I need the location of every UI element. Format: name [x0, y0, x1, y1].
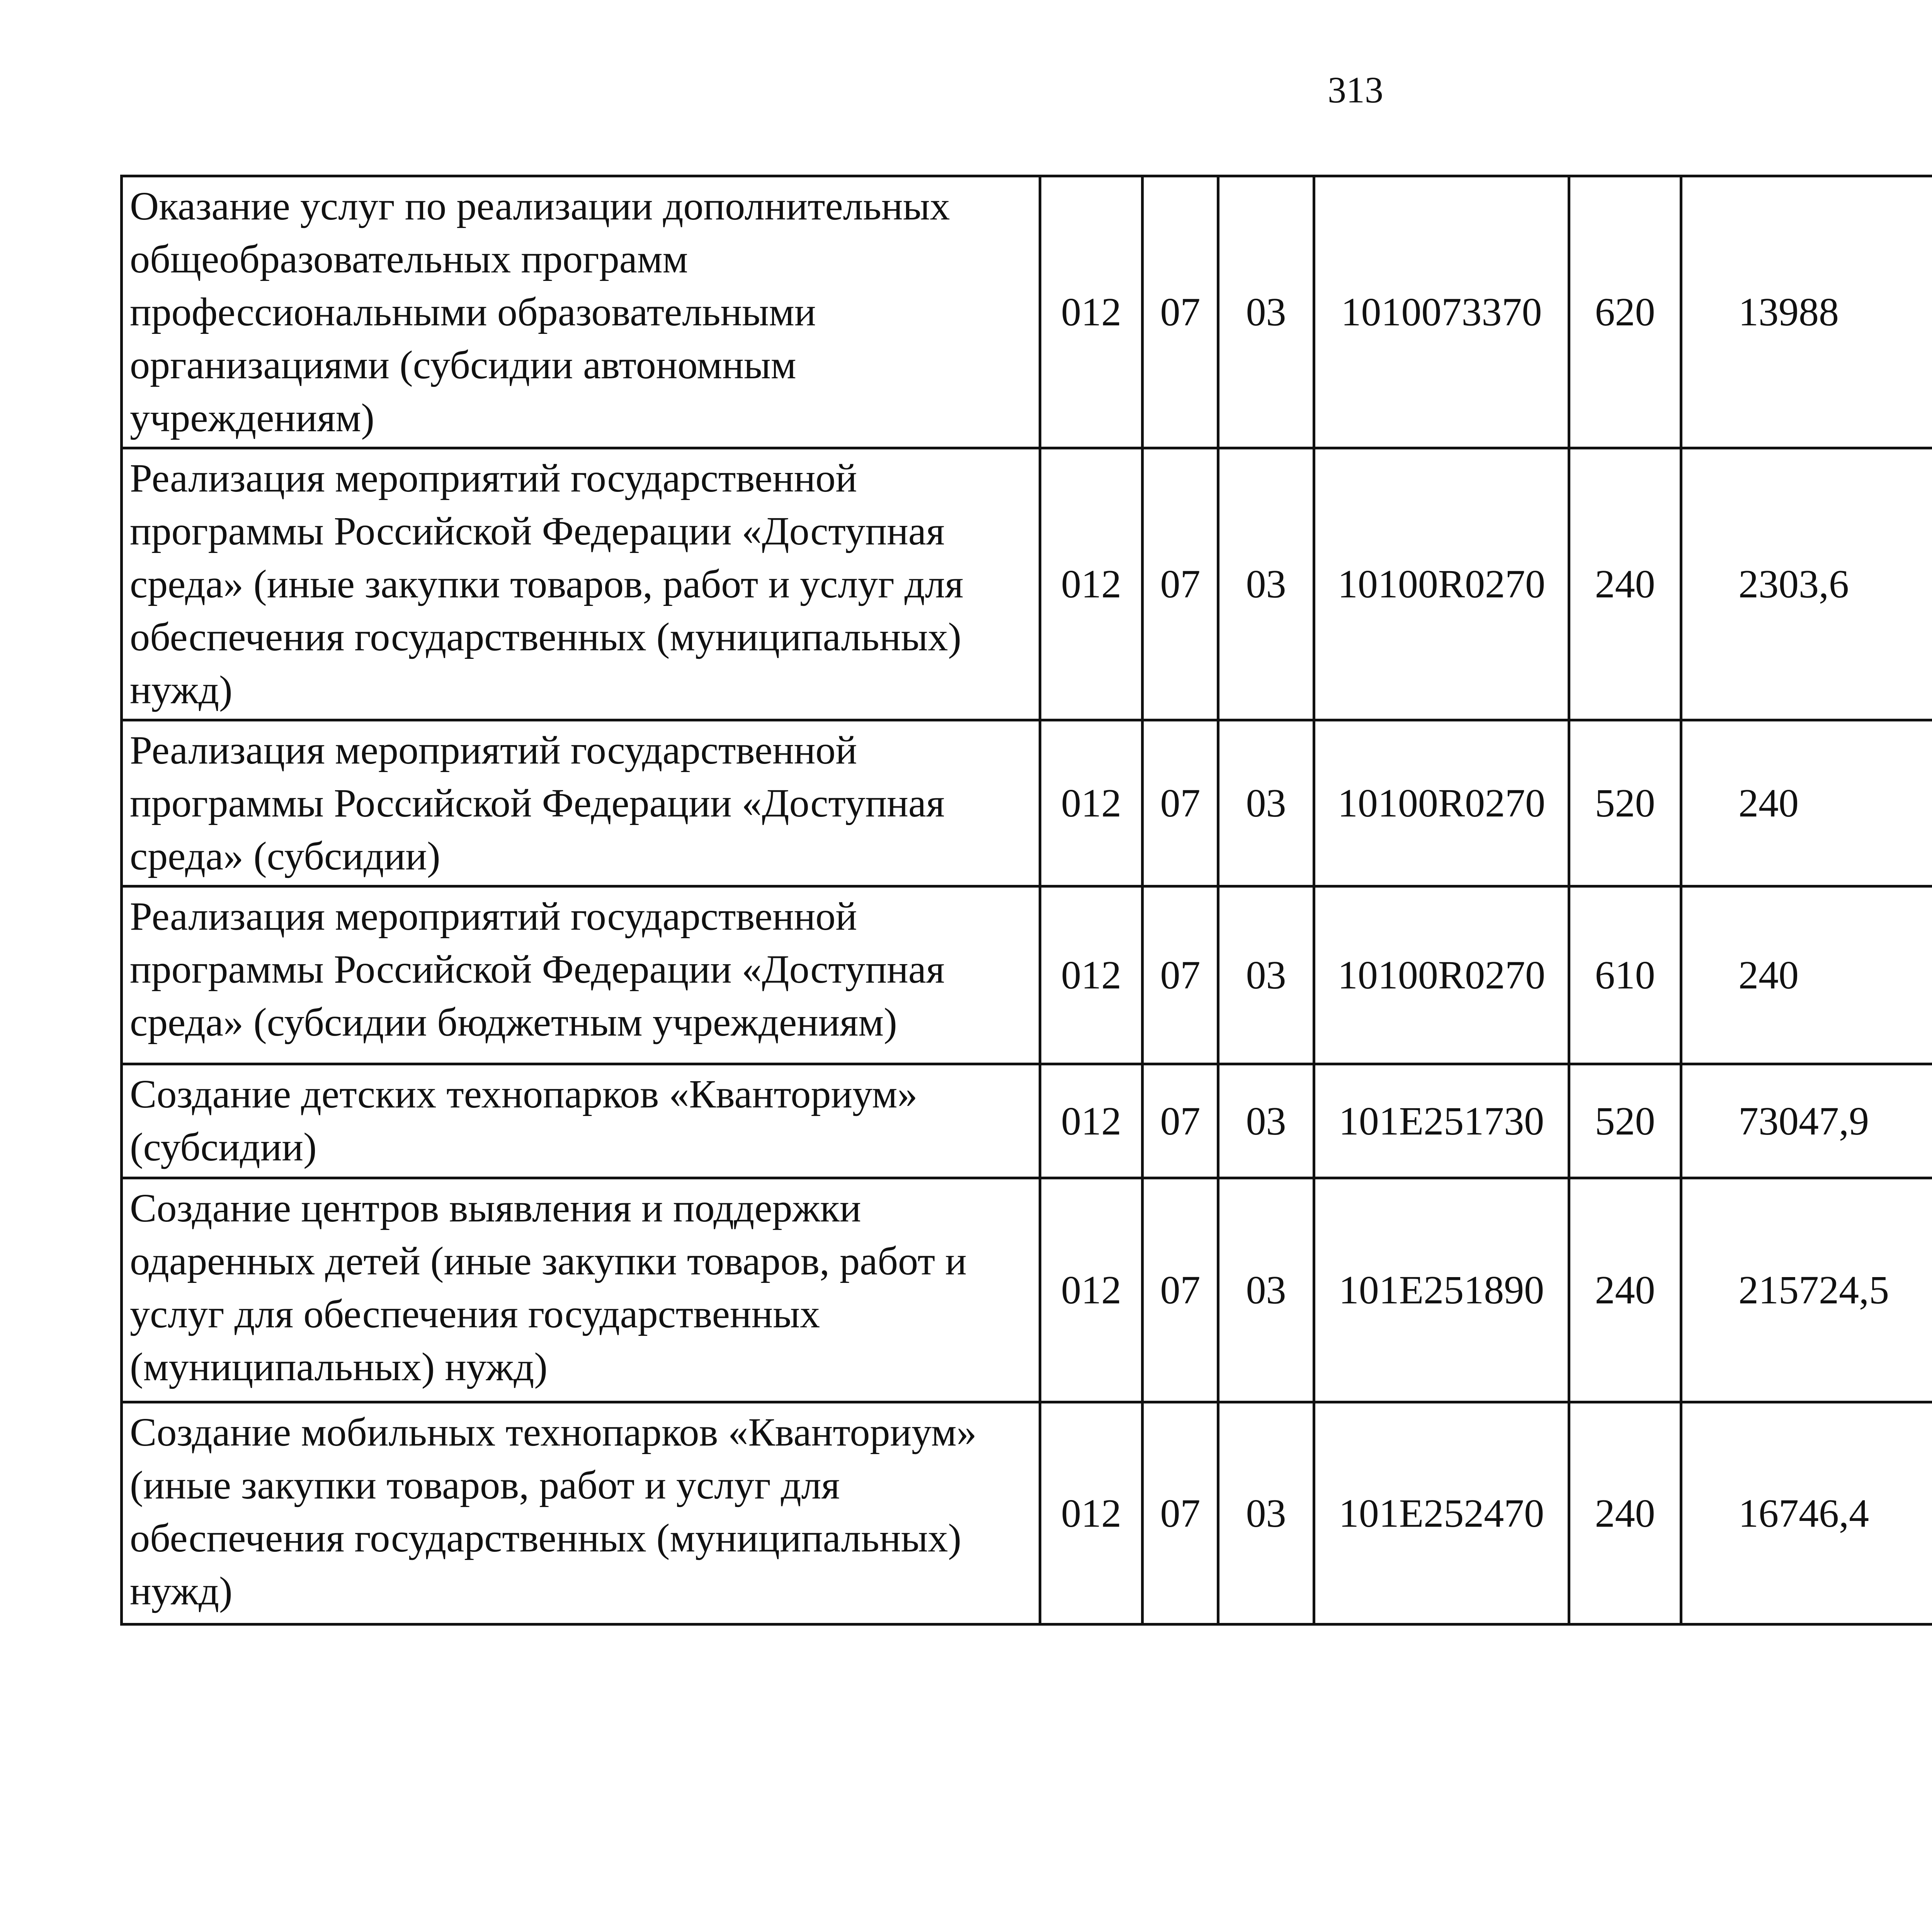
section-code: 07: [1143, 176, 1218, 448]
section-code: 07: [1143, 1064, 1218, 1178]
target-article-code: 101E252470: [1314, 1402, 1569, 1624]
subsection-code: 03: [1218, 448, 1314, 720]
target-article-code: 101E251890: [1314, 1178, 1569, 1402]
ministry-code: 012: [1040, 1064, 1143, 1178]
target-article-code: 10100R0270: [1314, 448, 1569, 720]
ministry-code: 012: [1040, 886, 1143, 1064]
row-description: Создание мобильных технопарков «Кванториум» (иные закупки товаров, работ и услуг для обеспечения государственных (муниципальных) нужд): [122, 1402, 1040, 1624]
amount-1: 2303,6: [1681, 448, 1932, 720]
amount-1: 13988: [1681, 176, 1932, 448]
target-article-code: 10100R0270: [1314, 886, 1569, 1064]
amount-1: 16746,4: [1681, 1402, 1932, 1624]
ministry-code: 012: [1040, 176, 1143, 448]
row-description: Реализация мероприятий государственной программы Российской Федерации «Доступная среда» (иные закупки товаров, работ и услуг для обеспечения государственных (муниципальных) нужд): [122, 448, 1040, 720]
amount-1: 215724,5: [1681, 1178, 1932, 1402]
target-article-code: 1010073370: [1314, 176, 1569, 448]
ministry-code: 012: [1040, 1402, 1143, 1624]
section-code: 07: [1143, 448, 1218, 720]
row-description: Создание центров выявления и поддержки одаренных детей (иные закупки товаров, работ и услуг для обеспечения государственных (муниципальных) нужд): [122, 1178, 1040, 1402]
section-code: 07: [1143, 720, 1218, 886]
target-article-code: 101E251730: [1314, 1064, 1569, 1178]
section-code: 07: [1143, 1402, 1218, 1624]
table-row: [122, 1178, 1932, 1402]
page-number: 313: [1328, 69, 1383, 111]
subsection-code: 03: [1218, 720, 1314, 886]
subsection-code: 03: [1218, 1064, 1314, 1178]
table-row: [122, 720, 1932, 886]
budget-table: [120, 175, 1932, 1626]
row-description: Реализация мероприятий государственной программы Российской Федерации «Доступная среда» (субсидии бюджетным учреждениям): [122, 886, 1040, 1064]
ministry-code: 012: [1040, 720, 1143, 886]
table-row: [122, 1402, 1932, 1624]
expense-type-code: 520: [1569, 1064, 1681, 1178]
target-article-code: 10100R0270: [1314, 720, 1569, 886]
table-row: [122, 886, 1932, 1064]
expense-type-code: 240: [1569, 1402, 1681, 1624]
row-description: Создание детских технопарков «Кванториум» (субсидии): [122, 1064, 1040, 1178]
section-code: 07: [1143, 1178, 1218, 1402]
table-row: [122, 448, 1932, 720]
expense-type-code: 620: [1569, 176, 1681, 448]
amount-1: 240: [1681, 720, 1932, 886]
expense-type-code: 240: [1569, 448, 1681, 720]
ministry-code: 012: [1040, 1178, 1143, 1402]
table-row: [122, 1064, 1932, 1178]
row-description: Оказание услуг по реализации дополнительных общеобразовательных программ профессиональными образовательными организациями (субсидии автономным учреждениям): [122, 176, 1040, 448]
amount-1: 240: [1681, 886, 1932, 1064]
section-code: 07: [1143, 886, 1218, 1064]
amount-1: 73047,9: [1681, 1064, 1932, 1178]
subsection-code: 03: [1218, 886, 1314, 1064]
row-description: Реализация мероприятий государственной программы Российской Федерации «Доступная среда» (субсидии): [122, 720, 1040, 886]
subsection-code: 03: [1218, 176, 1314, 448]
ministry-code: 012: [1040, 448, 1143, 720]
subsection-code: 03: [1218, 1402, 1314, 1624]
table-row: [122, 176, 1932, 448]
expense-type-code: 520: [1569, 720, 1681, 886]
expense-type-code: 610: [1569, 886, 1681, 1064]
subsection-code: 03: [1218, 1178, 1314, 1402]
expense-type-code: 240: [1569, 1178, 1681, 1402]
